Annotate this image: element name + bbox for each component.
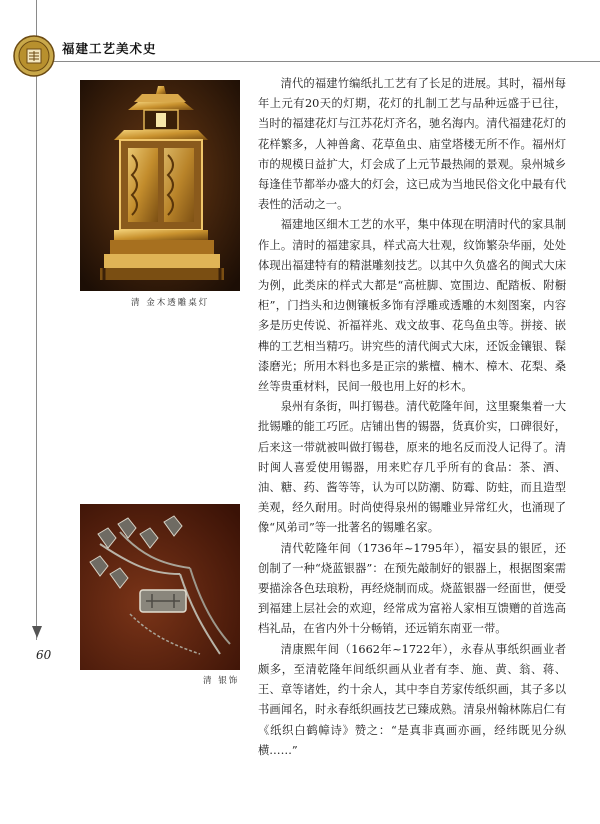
- paragraph-enamel-silver: 清代乾隆年间（1736年~1795年），福安县的银匠，还创制了一种“烧蓝银器”：在预先敲制好的银器上，根据图案需要描涂各色珐琅粉，再经烧制而成。烧蓝银器一经面世，便受到福建上层社会的欢迎，经常成为富裕人家相互馈赠的首选高档礼品，在省内外十分畅销，还远销东南亚一带。: [258, 541, 566, 636]
- book-title: 福建工艺美术史: [62, 41, 157, 56]
- caption-silverware: 清 银饰: [203, 676, 240, 686]
- margin-rule-arrow: [32, 626, 42, 638]
- page-margin-vertical-rule: [36, 0, 37, 640]
- paragraph-furniture: 福建地区细木工艺的水平，集中体现在明清时代的家具制作上。清时的福建家具，样式高大壮观，纹饰繁杂华丽，处处体现出福建特有的精湛雕刻技艺。以其中久负盛名的闽式大床为例，此类床的样式大都是“高桩脚、宽围边、配踏板、附橱柜”，门挡头和边侧镶板多饰有浮雕或透雕的木刻图案，内容多是历史传说、祈福祥兆、戏文故事、花鸟鱼虫等。拼接、嵌榫的工艺相当精巧。讲究些的清代闽式大床，还饭金镶银、髹漆磨光；所用木料也多是正宗的紫檀、楠木、樟木、花梨、桑丝等贵重材料，民间一般也用上好的杉木。: [258, 218, 566, 394]
- paragraph-tin-carving: 泉州有条街，叫打锡巷。清代乾隆年间，这里聚集着一大批锡雕的能工巧匠。店铺出售的锡器，货真价实，口碑很好，后来这一带就被叫做打锡巷，原来的地名反而没人记得了。清时闽人喜爱使用锡器，用来贮存几乎所有的食品：茶、酒、油、糖、药、酱等等，认为可以防潮、防霉、防蛀，而且造型美观，经久耐用。时尚使得泉州的锡雕业异常红火，也涌现了像“风弟司”等一批著名的锡雕名家。: [258, 400, 566, 535]
- article-body: [258, 74, 566, 761]
- paragraph-paper-weaving: 清康熙年间（1662年~1722年），永春从事纸织画业者颇多，至清乾隆年间纸织画从业者有李、施、黄、翁、蒋、王、章等诸姓，约十余人，其中李自芳家传纸织画，其子多以书画闻名，时永春纸织画技艺已臻成熟。清泉州翰林陈启仁有《纸织白鹤幛诗》赞之：“是真非真画亦画，经纬既见分纵横……”: [258, 642, 566, 757]
- paragraph-bamboo-lanterns: 清代的福建竹编纸扎工艺有了长足的进展。其时，福州每年上元有20天的灯期，花灯的扎制工艺与品种远盛于已往，当时的福建花灯与江苏花灯齐名，驰名海内。清代福建花灯的花样繁多，人神兽禽、花草鱼虫、庙堂塔楼无所不作。福州灯市的规模日益扩大，灯会成了上元节最热闹的景观。泉州城乡每逢佳节都举办盛大的灯会，这已成为当地民俗文化中最有代表性的活动之一。: [258, 77, 566, 212]
- silverware-ornament-image: [80, 504, 240, 670]
- page-number: 60: [36, 648, 52, 662]
- gold-wood-carved-lantern-image: [80, 80, 240, 291]
- header-horizontal-rule: [36, 61, 600, 62]
- caption-lantern: 清 金木透雕桌灯: [131, 298, 210, 308]
- seal-logo-icon: [12, 34, 56, 78]
